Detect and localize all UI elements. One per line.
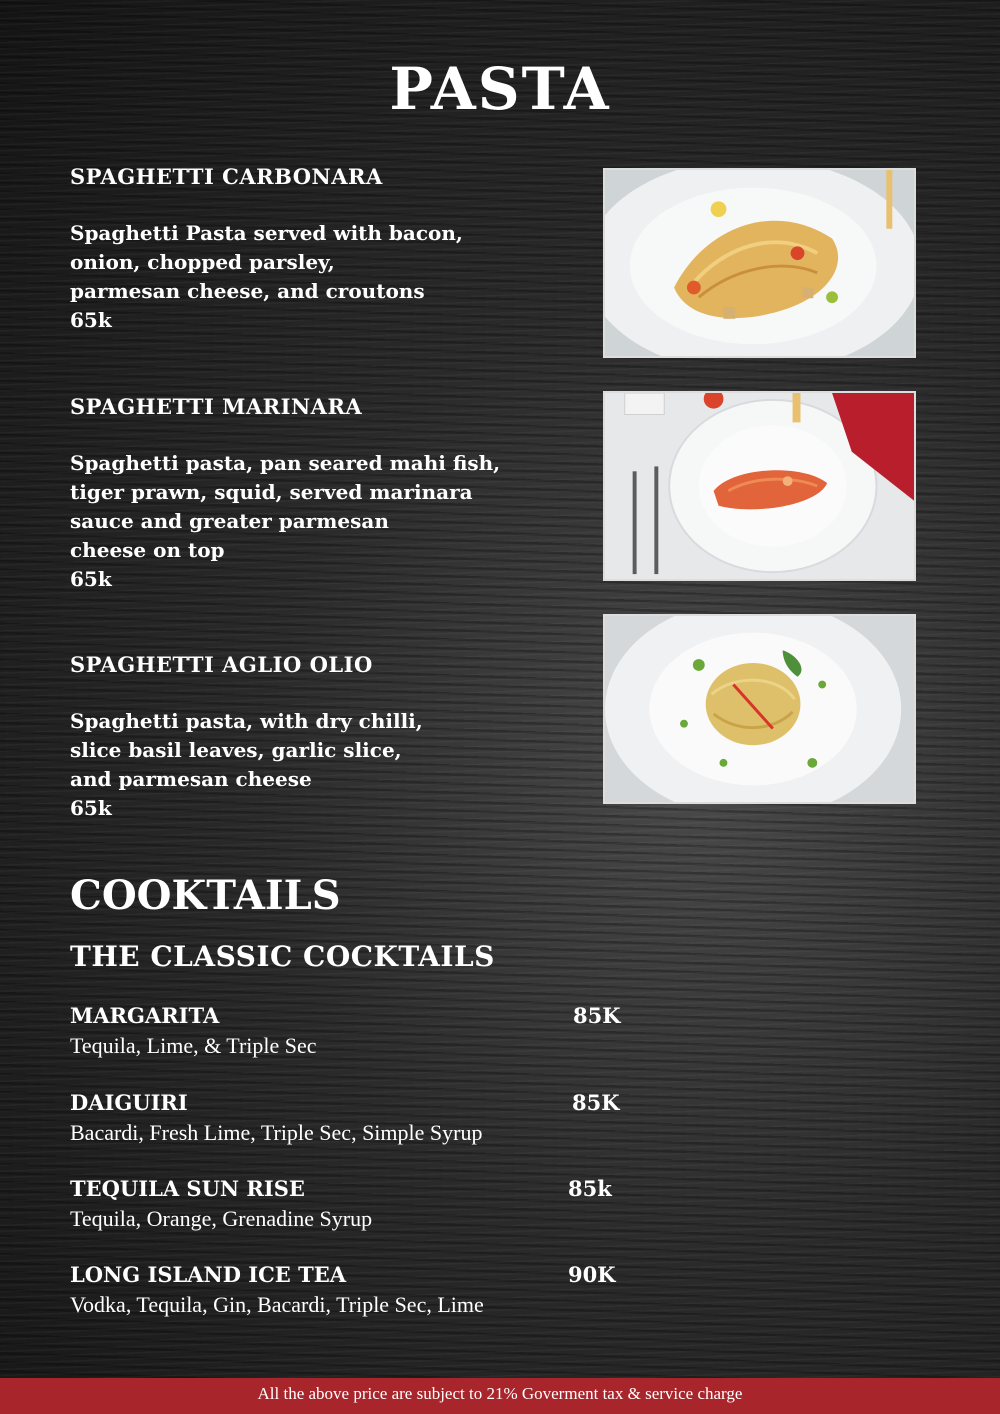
dish-carbonara: [70, 164, 580, 335]
dish-description: [70, 219, 580, 306]
page-title: PASTA: [389, 55, 611, 123]
dish-desc-line: slice basil leaves, garlic slice,: [70, 738, 402, 762]
marinara-image: [605, 393, 914, 579]
dish-aglio-olio: [70, 652, 580, 823]
dish-photo-marinara: [603, 391, 916, 581]
dish-desc-line: sauce and greater parmesan: [70, 509, 389, 533]
cocktail-ingredients: Tequila, Lime, & Triple Sec: [70, 1033, 317, 1058]
dish-price: 65k: [70, 308, 112, 332]
dish-desc-line: onion, chopped parsley,: [70, 250, 335, 274]
dish-price: 65k: [70, 796, 112, 820]
cocktail-ingredients: Tequila, Orange, Grenadine Syrup: [70, 1206, 373, 1231]
cocktail-name: LONG ISLAND ICE TEA: [70, 1262, 347, 1287]
cocktail-item: [70, 1176, 630, 1232]
dish-name: SPAGHETTI MARINARA: [70, 394, 363, 419]
aglio-olio-image: [605, 616, 914, 802]
cocktail-price: 85K: [573, 1003, 621, 1028]
dish-name: SPAGHETTI CARBONARA: [70, 164, 383, 189]
dish-marinara: [70, 394, 580, 594]
dish-price: 65k: [70, 567, 112, 591]
dish-photo-carbonara: [603, 168, 916, 358]
footer-tax-note: All the above price are subject to 21% Goverment tax & service charge: [0, 1378, 1000, 1414]
dish-name: SPAGHETTI AGLIO OLIO: [70, 652, 373, 677]
cocktail-item: [70, 1003, 630, 1059]
cocktail-item: [70, 1090, 630, 1146]
dish-desc-line: Spaghetti pasta, pan seared mahi fish,: [70, 451, 501, 475]
section-title-cocktails: COOKTAILS: [70, 872, 341, 919]
cocktail-price: 85K: [572, 1090, 620, 1115]
dish-desc-line: Spaghetti Pasta served with bacon,: [70, 221, 463, 245]
subsection-title-classic: THE CLASSIC COCKTAILS: [70, 940, 495, 973]
cocktail-ingredients: Vodka, Tequila, Gin, Bacardi, Triple Sec, Lime: [70, 1292, 484, 1317]
dish-desc-line: and parmesan cheese: [70, 767, 312, 791]
cocktail-item: [70, 1262, 630, 1318]
dish-description: [70, 707, 580, 794]
dish-desc-line: Spaghetti pasta, with dry chilli,: [70, 709, 423, 733]
dish-photo-aglio-olio: [603, 614, 916, 804]
cocktail-name: MARGARITA: [70, 1003, 220, 1028]
cocktail-price: 90K: [568, 1262, 616, 1287]
dish-description: [70, 449, 580, 565]
cocktail-price: 85k: [568, 1176, 612, 1201]
cocktail-ingredients: Bacardi, Fresh Lime, Triple Sec, Simple Syrup: [70, 1120, 483, 1145]
carbonara-image: [605, 170, 914, 356]
cocktail-name: TEQUILA SUN RISE: [70, 1176, 305, 1201]
dish-desc-line: cheese on top: [70, 538, 225, 562]
dish-desc-line: parmesan cheese, and croutons: [70, 279, 425, 303]
cocktail-name: DAIGUIRI: [70, 1090, 188, 1115]
dish-desc-line: tiger prawn, squid, served marinara: [70, 480, 473, 504]
